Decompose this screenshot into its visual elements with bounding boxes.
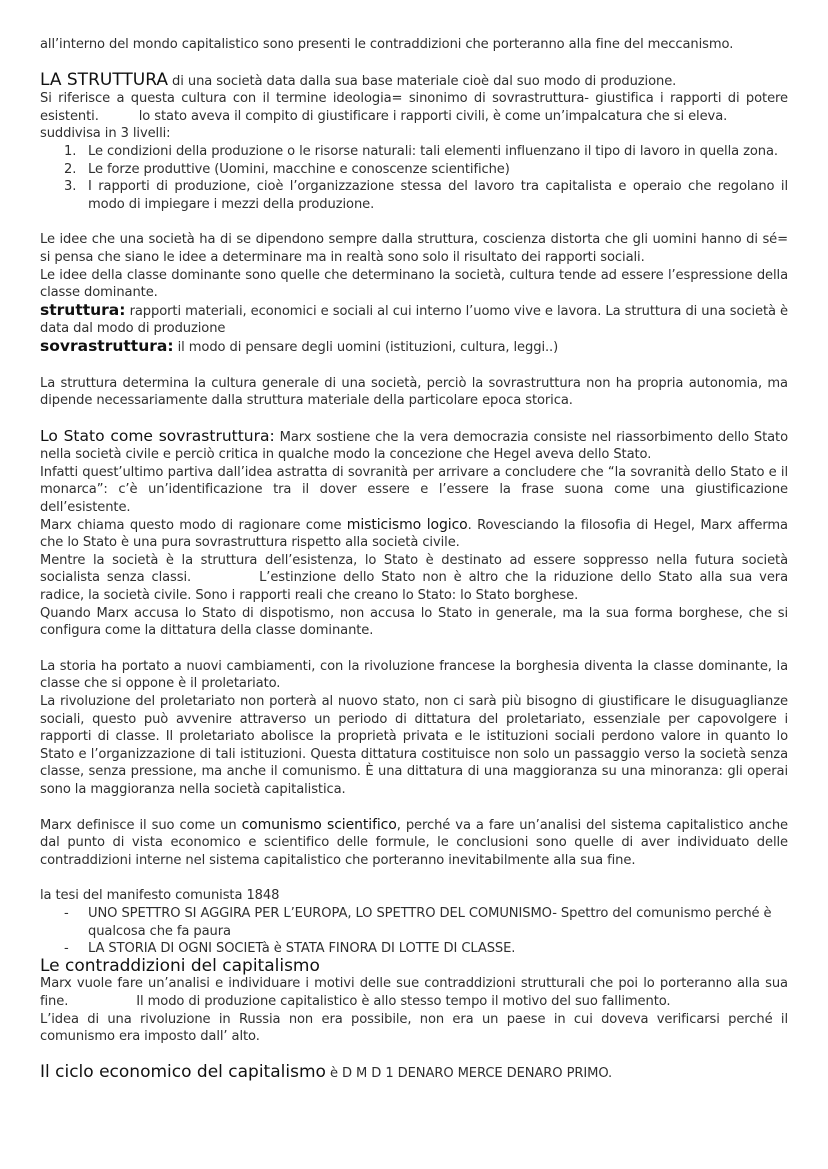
intro-line: all’interno del mondo capitalistico sono presenti le contraddizioni che porteranno alla fine del meccanismo. (40, 37, 734, 52)
comunismo-paragraph: Marx definisce il suo come un comunismo scientifico, perché va a fare un’analisi del sistema capitalistico anche dal punto di vista economico e scientifico delle formule, le conclusioni sono quelle di aver individuato delle contraddizioni interne nel sistema capitalistico che porteranno inevitabilmente alla sua fine. (40, 816, 788, 868)
ciclo-heading: Il ciclo economico del capitalismo (40, 1061, 326, 1082)
stato-heading: Lo Stato come sovrastruttura: (40, 426, 275, 445)
levels-list (40, 143, 788, 213)
list-item: 3. I rapporti di produzione, cioè l’organizzazione stessa del lavoro tra capitalista e operaio che regolano il modo di impiegare i mezzi della produzione. (64, 179, 788, 212)
list-item: - LA STORIA DI OGNI SOCIETà è STATA FINORA DI LOTTE DI CLASSE. (64, 941, 516, 957)
stato-paragraph-2: Infatti quest’ultimo partiva dall’idea astratta di sovranità per arrivare a concludere che “la sovranità dello Stato e il monarca”: c’è un’identificazione tra il dover essere e l’essere la frase suona come una giustificazione dell’esistente. (40, 464, 788, 516)
ideologia-text: Si riferisce a questa cultura con il termine ideologia= sinonimo di sovrastruttura- giustifica i rapporti di potere esistenti. (40, 91, 788, 124)
contraddizioni-paragraph-2: L’idea di una rivoluzione in Russia non era possibile, non era un paese in cui doveva verificarsi perché il comunismo era imposto dall’ alto. (40, 1011, 788, 1045)
contraddizioni-paragraph-1: Marx vuole fare un’analisi e individuare i motivi delle sue contraddizioni strutturali che poi lo porteranno alla sua fine. Il modo di produzione capitalistico è allo stesso tempo il motivo del suo fallimento. (40, 976, 788, 1009)
struttura-paragraph (40, 90, 788, 125)
storia-paragraph-1: La storia ha portato a nuovi cambiamenti, con la rivoluzione francese la borghesia diventa la classe dominante, la classe che si oppone è il proletariato. (40, 658, 788, 692)
struttura-heading-rest: di una società data dalla sua base materiale cioè dal suo modo di produzione. (168, 73, 677, 89)
stato-paragraph-5: Quando Marx accusa lo Stato di dispotismo, non accusa lo Stato in generale, ma la sua forma borghese, che si configura come la dittatura della classe dominante. (40, 605, 788, 639)
storia-paragraph-2: La rivoluzione del proletariato non porterà al nuovo stato, non ci sarà più bisogno di giustificare le disuguaglianze sociali, questo può avvenire attraverso un periodo di dittatura del proletariato, essenziale per capovolgere i rapporti di classe. Il proletariato abolisce la proprietà privata e le istituzioni sociali perdono valore in quanto lo Stato e l’organizzazione di tali istituzioni. Questa dittatura costituisce non solo un passaggio verso la società senza classe, senza pressione, ma anche il comunismo. È una dittatura di una maggioranza su una minoranza: gli operai sono la maggioranza nella società capitalistica. (40, 694, 788, 797)
manifesto-title: la tesi del manifesto comunista 1848 (40, 888, 280, 904)
struttura-heading-line (40, 69, 788, 91)
struttura-heading: LA STRUTTURA (40, 69, 168, 90)
determina-paragraph: La struttura determina la cultura generale di una società, perciò la sovrastruttura non ha propria autonomia, ma dipende necessariamente dalla struttura materiale della particolare epoca storica. (40, 375, 788, 409)
list-item: - UNO SPETTRO SI AGGIRA PER L’EUROPA, LO SPETTRO DEL COMUNISMO- Spettro del comunismo perché è qualcosa che fa paura (64, 905, 772, 939)
stato-paragraph-4: Mentre la società è la struttura dell’esistenza, lo Stato è destinato ad essere soppresso nella futura società socialista senza classi. L’estinzione dello Stato non è altro che la riduzione dello Stato alla sua vera radice, la società civile. Sono i rapporti reali che creano lo Stato: lo Stato borghese. (40, 552, 788, 604)
definition-struttura: struttura: rapporti materiali, economici e sociali al cui interno l’uomo vive e lavora. La struttura di una società è data dal modo di produzione (40, 300, 788, 337)
livelli-intro: suddivisa in 3 livelli: (40, 126, 171, 142)
idee-paragraph-2: Le idee della classe dominante sono quelle che determinano la società, cultura tende ad essere l’espressione della classe dominante. (40, 267, 788, 301)
stato-paragraph-1: Lo Stato come sovrastruttura: Marx sostiene che la vera democrazia consiste nel riassorbimento dello Stato nella società civile e perciò critica in qualche modo la concezione che Hegel aveva dello Stato. (40, 426, 789, 463)
document-page (40, 36, 788, 1082)
idee-paragraph-1: Le idee che una società ha di se dipendono sempre dalla struttura, coscienza distorta che gli uomini hanno di sé= si pensa che siano le idee a determinare ma in realtà sono solo il risultato dei rapporti sociali. (40, 232, 788, 265)
stato-impalcatura-text: lo stato aveva il compito di giustificare i rapporti civili, è come un’impalcatura che si eleva. (138, 108, 728, 124)
definition-sovrastruttura: sovrastruttura: il modo di pensare degli uomini (istituzioni, cultura, leggi..) (40, 336, 559, 355)
term-comunismo-scientifico: comunismo scientifico (241, 816, 397, 833)
contraddizioni-heading: Le contraddizioni del capitalismo (40, 955, 320, 976)
term-struttura: struttura: (40, 300, 126, 319)
list-item: 2. Le forze produttive (Uomini, macchine e conoscenze scientifiche) (64, 161, 510, 177)
stato-paragraph-3: Marx chiama questo modo di ragionare come misticismo logico. Rovesciando la filosofia di Hegel, Marx afferma che lo Stato è una pura sovrastruttura rispetto alla società civile. (40, 516, 788, 551)
ciclo-line: Il ciclo economico del capitalismo è D M D 1 DENARO MERCE DENARO PRIMO. (40, 1061, 613, 1082)
list-item: 1. Le condizioni della produzione o le risorse naturali: tali elementi influenzano il tipo di lavoro in quella zona. (64, 143, 778, 159)
term-sovrastruttura: sovrastruttura: (40, 336, 174, 355)
manifesto-list (40, 905, 788, 958)
term-misticismo-logico: misticismo logico (346, 516, 468, 533)
